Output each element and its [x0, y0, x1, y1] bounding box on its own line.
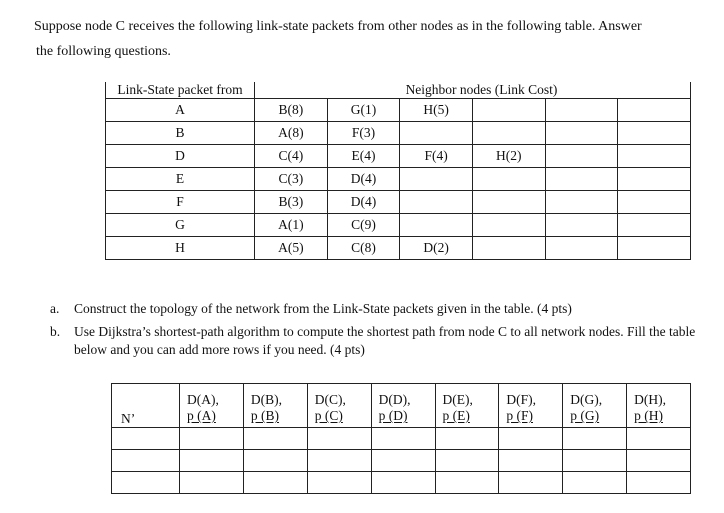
neighbor-cost-cell: A(5) [255, 237, 328, 260]
dijkstra-empty-cell [563, 428, 627, 450]
neighbor-cost-cell: H(5) [400, 99, 473, 122]
neighbor-cost-cell [400, 168, 473, 191]
neighbor-cost-cell: D(4) [327, 191, 400, 214]
dijkstra-empty-cell [243, 472, 307, 494]
dijkstra-empty-cell [307, 428, 371, 450]
distance-header-cell [563, 384, 627, 409]
dijkstra-empty-cell [243, 428, 307, 450]
predecessor-header-cell [243, 408, 307, 428]
predecessor-header-label: p (A) [187, 408, 216, 423]
dijkstra-empty-cell [627, 450, 691, 472]
predecessor-header-cell [435, 408, 499, 428]
neighbor-cost-cell [545, 191, 618, 214]
neighbor-cost-cell [545, 122, 618, 145]
predecessor-header-cell [563, 408, 627, 428]
header-n-prime: N’ [112, 384, 180, 428]
neighbor-cost-cell [618, 237, 691, 260]
dijkstra-empty-cell [180, 450, 244, 472]
predecessor-header-label: p (G) [570, 408, 600, 423]
neighbor-cost-cell: C(8) [327, 237, 400, 260]
distance-header-label: D(E), [442, 392, 473, 407]
dijkstra-empty-cell [243, 450, 307, 472]
neighbor-cost-cell [618, 99, 691, 122]
neighbor-cost-cell [472, 214, 545, 237]
neighbor-cost-cell: B(8) [255, 99, 328, 122]
neighbor-cost-cell [618, 191, 691, 214]
question-a [50, 300, 710, 318]
dijkstra-empty-cell [627, 472, 691, 494]
distance-header-label: D(A), [187, 392, 219, 407]
distance-header-cell [307, 384, 371, 409]
dijkstra-empty-cell [435, 450, 499, 472]
link-state-row [106, 99, 691, 122]
dijkstra-empty-cell [563, 472, 627, 494]
dijkstra-empty-cell [112, 472, 180, 494]
neighbor-cost-cell: D(4) [327, 168, 400, 191]
neighbor-cost-cell: F(3) [327, 122, 400, 145]
link-state-row [106, 122, 691, 145]
dijkstra-table [111, 383, 691, 494]
link-state-from-cell: D [106, 145, 255, 168]
neighbor-cost-cell: C(9) [327, 214, 400, 237]
predecessor-header-label: p (H) [634, 408, 663, 423]
neighbor-cost-cell: E(4) [327, 145, 400, 168]
predecessor-header-label: p (C) [314, 408, 343, 423]
distance-header-label: D(B), [250, 392, 282, 407]
link-state-from-cell: F [106, 191, 255, 214]
link-state-row [106, 214, 691, 237]
header-neighbor-nodes: Neighbor nodes (Link Cost) [255, 82, 691, 99]
intro-paragraph [34, 14, 714, 64]
dijkstra-header-row-1 [112, 384, 691, 409]
dijkstra-empty-cell [499, 428, 563, 450]
dijkstra-empty-cell [499, 450, 563, 472]
distance-header-cell [627, 384, 691, 409]
distance-header-label: D(D), [378, 392, 411, 407]
distance-header-label: D(G), [570, 392, 603, 407]
dijkstra-empty-cell [435, 428, 499, 450]
predecessor-header-cell [307, 408, 371, 428]
link-state-row [106, 191, 691, 214]
predecessor-header-cell [499, 408, 563, 428]
predecessor-header-cell [627, 408, 691, 428]
link-state-table-header [106, 82, 691, 99]
neighbor-cost-cell: G(1) [327, 99, 400, 122]
neighbor-cost-cell: A(8) [255, 122, 328, 145]
distance-header-cell [499, 384, 563, 409]
question-b-marker: b. [50, 324, 61, 339]
neighbor-cost-cell [545, 237, 618, 260]
neighbor-cost-cell [545, 214, 618, 237]
link-state-from-cell: H [106, 237, 255, 260]
dijkstra-empty-cell [180, 472, 244, 494]
neighbor-cost-cell: C(3) [255, 168, 328, 191]
dijkstra-empty-cell [435, 472, 499, 494]
dijkstra-empty-row [112, 450, 691, 472]
neighbor-cost-cell [472, 168, 545, 191]
neighbor-cost-cell [545, 99, 618, 122]
dijkstra-header-row-2 [112, 408, 691, 428]
neighbor-cost-cell [472, 191, 545, 214]
distance-header-cell [371, 384, 435, 409]
intro-line-2: the following questions. [36, 44, 171, 59]
neighbor-cost-cell [400, 214, 473, 237]
dijkstra-empty-cell [371, 428, 435, 450]
question-list [50, 300, 710, 364]
dijkstra-empty-cell [563, 450, 627, 472]
dijkstra-empty-row [112, 472, 691, 494]
distance-header-label: D(H), [634, 392, 666, 407]
link-state-from-cell: G [106, 214, 255, 237]
neighbor-cost-cell [545, 168, 618, 191]
neighbor-cost-cell: H(2) [472, 145, 545, 168]
link-state-from-cell: A [106, 99, 255, 122]
neighbor-cost-cell: B(3) [255, 191, 328, 214]
dijkstra-empty-cell [307, 472, 371, 494]
predecessor-header-label: p (E) [442, 408, 470, 423]
predecessor-header-label: p (F) [506, 408, 533, 423]
distance-header-cell [180, 384, 244, 409]
neighbor-cost-cell [545, 145, 618, 168]
question-b [50, 323, 710, 359]
neighbor-cost-cell [400, 191, 473, 214]
distance-header-label: D(C), [314, 392, 346, 407]
neighbor-cost-cell: A(1) [255, 214, 328, 237]
predecessor-header-cell [180, 408, 244, 428]
neighbor-cost-cell [618, 122, 691, 145]
link-state-from-cell: B [106, 122, 255, 145]
neighbor-cost-cell: C(4) [255, 145, 328, 168]
distance-header-cell [435, 384, 499, 409]
neighbor-cost-cell [472, 99, 545, 122]
predecessor-header-label: p (D) [378, 408, 408, 423]
link-state-row [106, 168, 691, 191]
question-a-marker: a. [50, 301, 60, 316]
neighbor-cost-cell [618, 168, 691, 191]
dijkstra-empty-row [112, 428, 691, 450]
dijkstra-empty-cell [499, 472, 563, 494]
dijkstra-empty-cell [112, 428, 180, 450]
neighbor-cost-cell [618, 214, 691, 237]
header-link-state-from: Link-State packet from [106, 82, 255, 99]
dijkstra-empty-cell [112, 450, 180, 472]
link-state-from-cell: E [106, 168, 255, 191]
distance-header-label: D(F), [506, 392, 536, 407]
link-state-row [106, 145, 691, 168]
dijkstra-empty-cell [371, 472, 435, 494]
neighbor-cost-cell [400, 122, 473, 145]
question-b-text: Use Dijkstra’s shortest-path algorithm to compute the shortest path from node C to all network nodes. Fill the table below and you can add more rows if you need. (4 pts) [74, 324, 696, 357]
distance-header-cell [243, 384, 307, 409]
dijkstra-empty-cell [371, 450, 435, 472]
link-state-table [105, 82, 691, 260]
intro-line-1: Suppose node C receives the following link-state packets from other nodes as in the following table. Answer [34, 19, 642, 34]
predecessor-header-label: p (B) [250, 408, 279, 423]
dijkstra-empty-cell [180, 428, 244, 450]
neighbor-cost-cell [472, 122, 545, 145]
neighbor-cost-cell [618, 145, 691, 168]
dijkstra-empty-cell [307, 450, 371, 472]
dijkstra-empty-cell [627, 428, 691, 450]
neighbor-cost-cell [472, 237, 545, 260]
link-state-row [106, 237, 691, 260]
neighbor-cost-cell: D(2) [400, 237, 473, 260]
question-a-text: Construct the topology of the network from the Link-State packets given in the table. (4 pts) [74, 301, 572, 316]
predecessor-header-cell [371, 408, 435, 428]
neighbor-cost-cell: F(4) [400, 145, 473, 168]
